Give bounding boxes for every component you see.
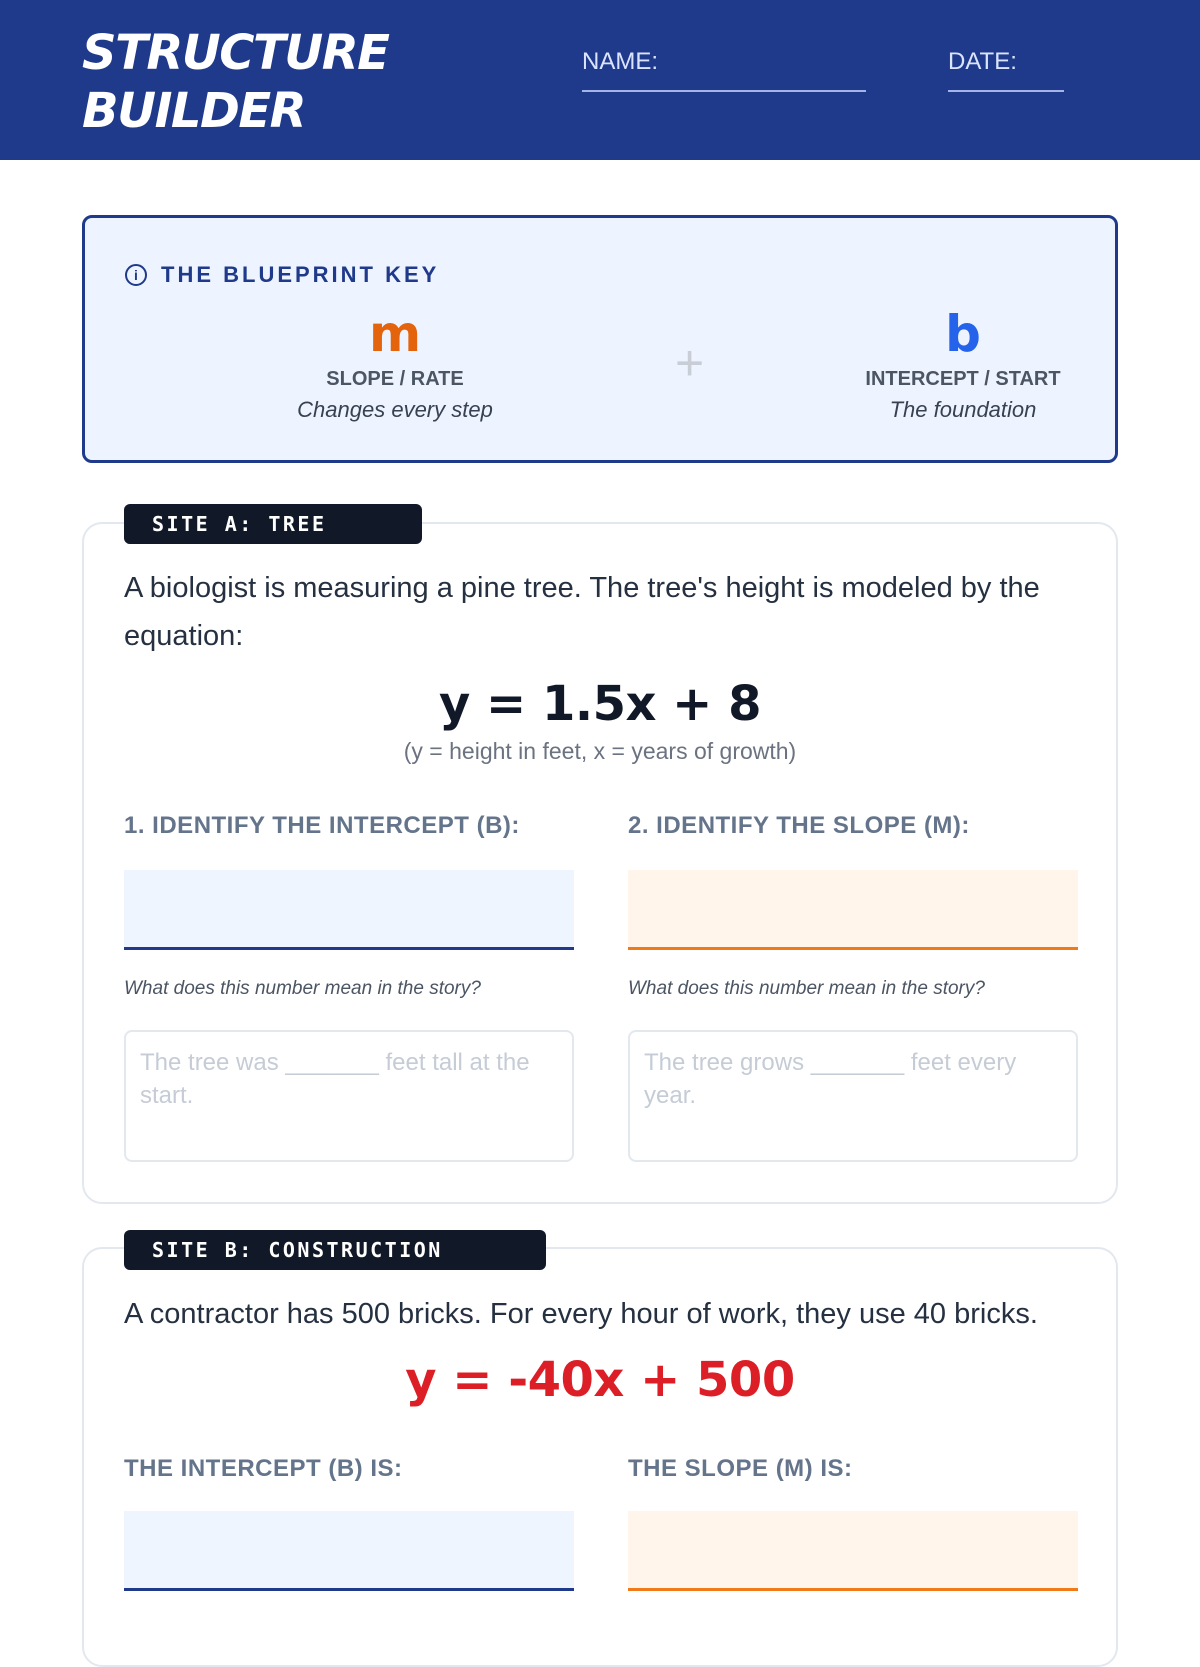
title-line-1: STRUCTURE [82, 25, 389, 81]
site-a-slope-story-field[interactable] [628, 1030, 1078, 1162]
date-label: DATE: [948, 48, 1017, 75]
info-icon: i [125, 264, 147, 286]
intercept-description: The foundation [889, 397, 1037, 422]
intercept-key [803, 305, 1123, 423]
date-line[interactable] [948, 90, 1064, 92]
site-b-equation: y = -40x + 500 [405, 1352, 795, 1408]
title-line-2: BUILDER [82, 83, 306, 139]
blueprint-key-heading [125, 262, 439, 288]
slope-key [235, 305, 555, 423]
intercept-label: INTERCEPT / START [865, 368, 1061, 390]
site-a-intercept-story-field[interactable] [124, 1030, 574, 1162]
site-a-intercept-hint: What does this number mean in the story? [124, 978, 481, 999]
site-a-equation: y = 1.5x + 8 [439, 676, 761, 732]
slope-label: SLOPE / RATE [326, 368, 464, 390]
site-a-slope-hint: What does this number mean in the story? [628, 978, 985, 999]
site-b-intercept-label: THE INTERCEPT (B) IS: [124, 1455, 403, 1482]
intercept-letter: b [945, 305, 981, 363]
site-a-slope-input[interactable] [628, 870, 1078, 950]
site-a-slope-label: 2. IDENTIFY THE SLOPE (M): [628, 812, 970, 839]
blueprint-key-title: THE BLUEPRINT KEY [161, 262, 440, 287]
worksheet-header [0, 0, 1200, 160]
site-b-prompt: A contractor has 500 bricks. For every hour of work, they use 40 bricks. [124, 1298, 1038, 1330]
name-field[interactable] [582, 48, 866, 92]
slope-description: Changes every step [297, 397, 493, 422]
name-line[interactable] [582, 90, 866, 92]
name-label: NAME: [582, 48, 659, 75]
site-a-prompt: A biologist is measuring a pine tree. The tree's height is modeled by the equation: [124, 572, 1040, 652]
site-a-intercept-input[interactable] [124, 870, 574, 950]
worksheet-title [82, 24, 388, 140]
site-b-intercept-input[interactable] [124, 1511, 574, 1591]
site-b-slope-label: THE SLOPE (M) IS: [628, 1455, 853, 1482]
date-field[interactable] [948, 48, 1064, 92]
slope-letter: m [368, 305, 422, 363]
plus-sign: + [675, 335, 705, 391]
site-b-tag: SITE B: CONSTRUCTION PROJECT [124, 1230, 546, 1270]
blueprint-key-panel [82, 215, 1118, 463]
site-b-slope-input[interactable] [628, 1511, 1078, 1591]
site-a-tag: SITE A: TREE GROWTH [124, 504, 422, 544]
site-a-intercept-label: 1. IDENTIFY THE INTERCEPT (B): [124, 812, 520, 839]
site-a-equation-note: (y = height in feet, x = years of growth) [403, 738, 797, 764]
